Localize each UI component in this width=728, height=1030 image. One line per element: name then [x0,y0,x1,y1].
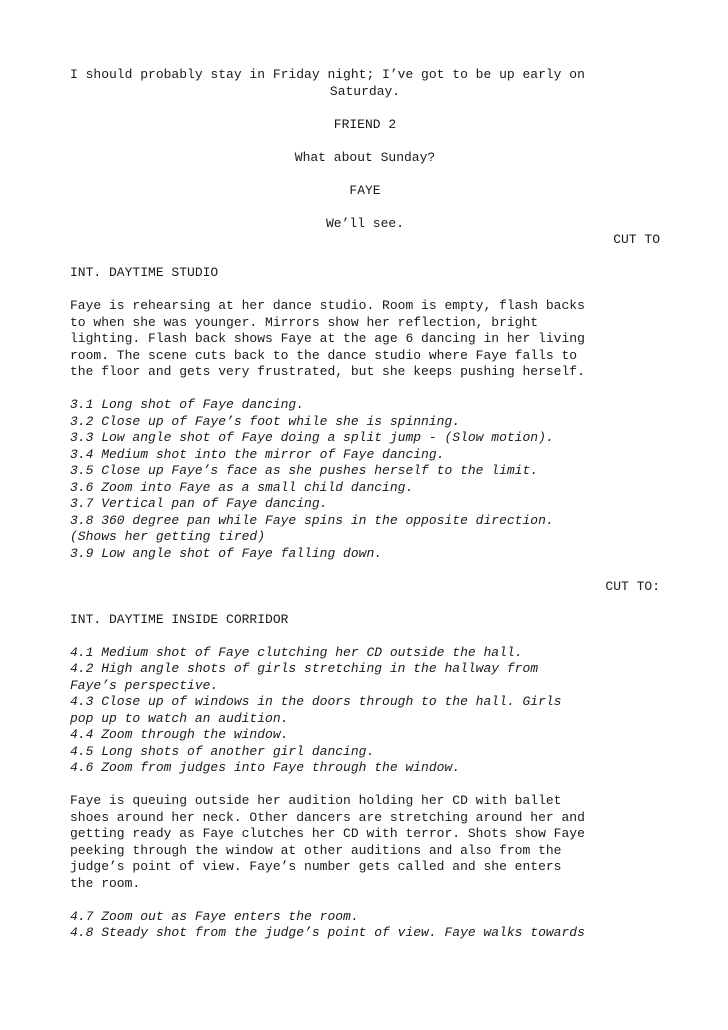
transition-cut-to-2: CUT TO: [605,578,660,594]
dialogue-top [70,67,660,100]
action-line: Faye is rehearsing at her dance studio. Room is empty, flash backs [70,298,585,313]
shot-line: (Shows her getting tired) [70,529,266,544]
script-page [70,67,660,942]
character-name-faye: FAYE [349,182,381,198]
shot-line: 4.4 Zoom through the window. [70,727,289,742]
scene-heading-corridor: INT. DAYTIME INSIDE CORRIDOR [70,611,289,627]
action-line: shoes around her neck. Other dancers are stretching around her and [70,809,585,825]
shot-line: pop up to watch an audition. [70,710,289,726]
shot-line: 3.1 Long shot of Faye dancing. [70,397,305,412]
shot-line: 3.2 Close up of Faye’s foot while she is spinning. [70,413,461,429]
shot-line: 3.6 Zoom into Faye as a small child dancing. [70,479,414,495]
shot-line: 4.3 Close up of windows in the doors through to the hall. Girls [70,694,562,709]
scene-3-shot-list [70,397,660,562]
scene-4-action [70,793,660,892]
dialogue-faye: We’ll see. [325,215,404,231]
action-line: to when she was younger. Mirrors show her reflection, bright [70,314,539,330]
character-name-friend-2: FRIEND 2 [333,116,397,132]
action-line: judge’s point of view. Faye’s number gets called and she enters [70,859,562,874]
shot-line: 4.8 Steady shot from the judge’s point of view. Faye walks towards [70,925,585,940]
action-line: getting ready as Faye clutches her CD with terror. Shots show Faye [70,826,585,841]
shot-line: 3.9 Low angle shot of Faye falling down. [70,545,383,561]
shot-line: Faye’s perspective. [70,677,219,693]
shot-line: 4.2 High angle shots of girls stretching in the hallway from [70,661,539,676]
shot-line: 3.3 Low angle shot of Faye doing a split jump - (Slow motion). [70,430,554,445]
shot-line: 4.1 Medium shot of Faye clutching her CD outside the hall. [70,644,523,660]
scene-4-shot-list-b [70,909,660,942]
shot-line: 3.8 360 degree pan while Faye spins in the opposite direction. [70,512,554,528]
shot-line: 4.7 Zoom out as Faye enters the room. [70,908,359,924]
action-line: the room. [70,875,141,891]
action-line: peeking through the window at other auditions and also from the [70,842,562,858]
shot-line: 4.6 Zoom from judges into Faye through the window. [70,760,461,775]
shot-line: 3.7 Vertical pan of Faye dancing. [70,496,328,511]
scene-4-shot-list-a [70,645,660,777]
shot-line: 4.5 Long shots of another girl dancing. [70,743,375,759]
action-line: lighting. Flash back shows Faye at the age 6 dancing in her living [70,331,585,346]
dialogue-line: Saturday. [329,83,401,99]
shot-line: 3.4 Medium shot into the mirror of Faye dancing. [70,446,445,462]
scene-heading-studio: INT. DAYTIME STUDIO [70,265,219,280]
transition-cut-to: CUT TO [613,232,660,247]
dialogue-friend-2: What about Sunday? [294,149,436,165]
action-line: the floor and gets very frustrated, but she keeps pushing herself. [70,364,585,379]
dialogue-line: I should probably stay in Friday night; I’ve got to be up early on [70,67,585,82]
action-line: room. The scene cuts back to the dance studio where Faye falls to [70,347,578,363]
shot-line: 3.5 Close up Faye’s face as she pushes herself to the limit. [70,463,539,478]
scene-3-action [70,298,660,381]
action-line: Faye is queuing outside her audition holding her CD with ballet [70,793,562,808]
